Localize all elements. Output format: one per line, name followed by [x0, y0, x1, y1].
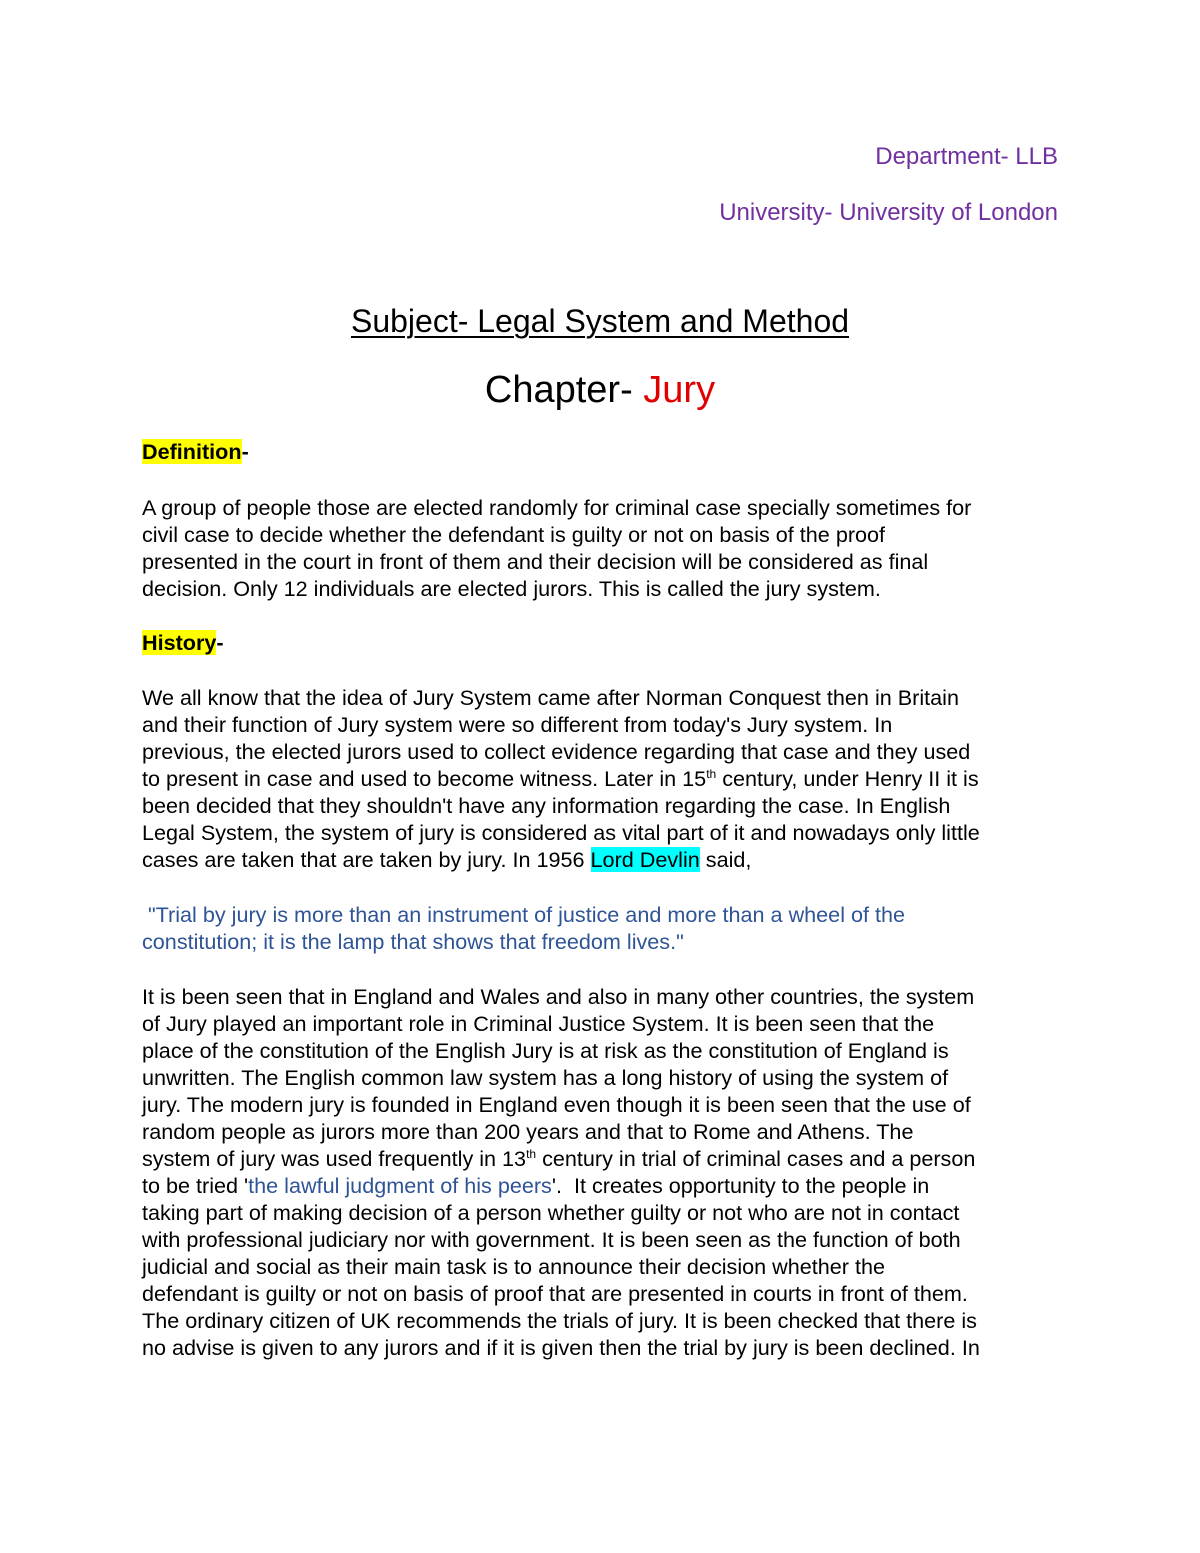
subject-title: Subject- Legal System and Method — [350, 303, 850, 339]
history-text: system of jury was used frequently in 13 — [142, 1146, 527, 1171]
chapter-prefix: Chapter- — [484, 369, 644, 411]
quote-line: "Trial by jury is more than an instrument of justice and more than a wheel of the — [142, 902, 906, 927]
history-line: of Jury played an important role in Criminal Justice System. It is been seen that the — [142, 1011, 935, 1036]
history-line: jury. The modern jury is founded in England even though it is been seen that the use of — [142, 1092, 971, 1117]
chapter-title — [0, 369, 1200, 412]
university-line: University- University of London — [719, 199, 1058, 226]
history-line: The ordinary citizen of UK recommends the trials of jury. It is been checked that there is — [142, 1308, 977, 1333]
history-heading-suffix: - — [216, 630, 224, 655]
history-text: century, under Henry II it is — [716, 766, 979, 791]
ordinal-suffix: th — [526, 1147, 537, 1161]
history-line: unwritten. The English common law system has a long history of using the system of — [142, 1065, 949, 1090]
history-line: with professional judiciary nor with government. It is been seen as the function of both — [142, 1227, 961, 1252]
history-heading-label: History — [142, 630, 217, 655]
history-line: It is been seen that in England and Wales and also in many other countries, the system — [142, 984, 975, 1009]
definition-line: A group of people those are elected randomly for criminal case specially sometimes for — [142, 495, 972, 520]
history-paragraph-1 — [142, 684, 1067, 873]
definition-paragraph — [142, 494, 1067, 602]
department-line: Department- LLB — [875, 143, 1058, 170]
chapter-name: Jury — [643, 369, 716, 411]
definition-heading-suffix: - — [241, 439, 249, 464]
inline-quote: the lawful judgment of his peers — [248, 1173, 552, 1198]
history-line: no advise is given to any jurors and if it is given then the trial by jury is been declined. In — [142, 1335, 980, 1360]
history-line — [142, 1145, 1067, 1172]
history-text: century in trial of criminal cases and a person — [536, 1146, 976, 1171]
history-paragraph-2 — [142, 983, 1067, 1361]
quote-line: constitution; it is the lamp that shows that freedom lives." — [142, 929, 684, 954]
history-line: and their function of Jury system were so different from today's Jury system. In — [142, 712, 893, 737]
history-line: judicial and social as their main task is to announce their decision whether the — [142, 1254, 886, 1279]
history-line — [142, 1172, 1067, 1199]
history-heading — [142, 630, 224, 656]
history-line: taking part of making decision of a person whether guilty or not who are not in contact — [142, 1200, 960, 1225]
history-text: to present in case and used to become witness. Later in 15 — [142, 766, 707, 791]
highlighted-name: Lord Devlin — [590, 847, 700, 872]
history-line: Legal System, the system of jury is considered as vital part of it and nowadays only little — [142, 820, 980, 845]
definition-line: decision. Only 12 individuals are elected jurors. This is called the jury system. — [142, 576, 881, 601]
definition-heading — [142, 439, 249, 465]
history-text: '. It creates opportunity to the people in — [551, 1173, 930, 1198]
ordinal-suffix: th — [706, 767, 717, 781]
history-text: to be tried ' — [142, 1173, 249, 1198]
definition-heading-label: Definition — [142, 439, 242, 464]
definition-line: presented in the court in front of them and their decision will be considered as final — [142, 549, 929, 574]
history-line: been decided that they shouldn't have any information regarding the case. In English — [142, 793, 951, 818]
history-line: previous, the elected jurors used to collect evidence regarding that case and they used — [142, 739, 971, 764]
history-line: random people as jurors more than 200 years and that to Rome and Athens. The — [142, 1119, 914, 1144]
history-line — [142, 846, 1067, 873]
devlin-quote — [142, 901, 1067, 955]
history-line — [142, 765, 1067, 792]
history-text: said, — [699, 847, 752, 872]
history-line: defendant is guilty or not on basis of proof that are presented in courts in front of them. — [142, 1281, 968, 1306]
history-text: cases are taken that are taken by jury. In 1956 — [142, 847, 591, 872]
definition-line: civil case to decide whether the defendant is guilty or not on basis of the proof — [142, 522, 886, 547]
history-line: We all know that the idea of Jury System came after Norman Conquest then in Britain — [142, 685, 959, 710]
history-line: place of the constitution of the English Jury is at risk as the constitution of England is — [142, 1038, 949, 1063]
